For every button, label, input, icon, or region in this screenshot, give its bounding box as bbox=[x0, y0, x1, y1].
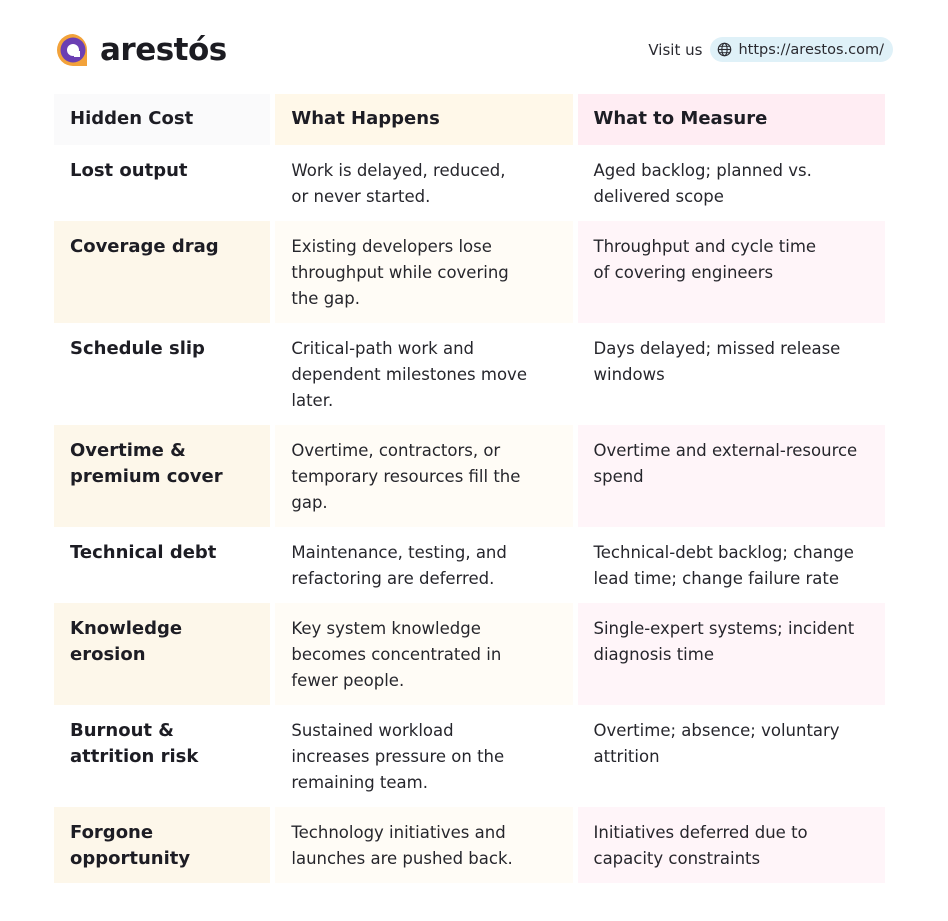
what-happens-cell: Key system knowledge becomes concentrated in fewer people. bbox=[275, 603, 572, 705]
visit-us bbox=[648, 37, 893, 62]
page-header bbox=[0, 0, 948, 95]
what-to-measure-cell: Technical-debt backlog; change lead time; change failure rate bbox=[593, 543, 854, 588]
website-link[interactable] bbox=[710, 37, 893, 62]
table-row bbox=[54, 425, 885, 527]
table-row bbox=[54, 221, 885, 323]
brand-logo[interactable] bbox=[54, 30, 227, 70]
speech-bubble-q-icon bbox=[54, 31, 92, 69]
table-row bbox=[54, 145, 885, 221]
hidden-cost-cell: Burnout & attrition risk bbox=[70, 720, 199, 767]
table-row bbox=[54, 323, 885, 425]
header-what-happens: What Happens bbox=[275, 94, 572, 145]
hidden-cost-cell: Technical debt bbox=[70, 542, 217, 563]
hidden-cost-cell: Schedule slip bbox=[70, 338, 205, 359]
what-to-measure-cell: Days delayed; missed release windows bbox=[593, 339, 841, 384]
what-happens-cell: Sustained workload increases pressure on the remaining team. bbox=[291, 721, 505, 792]
what-happens-cell: Existing developers lose throughput while covering the gap. bbox=[275, 221, 572, 323]
table-row bbox=[54, 705, 885, 807]
what-happens-cell: Work is delayed, reduced, or never started. bbox=[291, 161, 506, 206]
globe-icon bbox=[717, 42, 732, 57]
hidden-costs-table bbox=[49, 94, 890, 883]
what-to-measure-cell: Single-expert systems; incident diagnosis time bbox=[578, 603, 886, 705]
hidden-cost-cell: Overtime & premium cover bbox=[54, 425, 270, 527]
brand-name: arestós bbox=[100, 32, 227, 68]
what-happens-cell: Overtime, contractors, or temporary resources fill the gap. bbox=[275, 425, 572, 527]
what-to-measure-cell: Aged backlog; planned vs. delivered scope bbox=[593, 161, 812, 206]
hidden-cost-cell: Knowledge erosion bbox=[54, 603, 270, 705]
table-row bbox=[54, 527, 885, 603]
what-happens-cell: Maintenance, testing, and refactoring are deferred. bbox=[291, 543, 507, 588]
what-to-measure-cell: Overtime and external-resource spend bbox=[578, 425, 886, 527]
hidden-cost-cell: Lost output bbox=[70, 160, 188, 181]
what-to-measure-cell: Initiatives deferred due to capacity constraints bbox=[578, 807, 886, 883]
header-what-to-measure: What to Measure bbox=[578, 94, 886, 145]
visit-label: Visit us bbox=[648, 40, 703, 59]
hidden-cost-cell: Coverage drag bbox=[54, 221, 270, 323]
website-url[interactable]: https://arestos.com/ bbox=[738, 41, 884, 58]
what-to-measure-cell: Throughput and cycle time of covering engineers bbox=[578, 221, 886, 323]
what-happens-cell: Critical-path work and dependent milestones move later. bbox=[291, 339, 527, 410]
header-hidden-cost: Hidden Cost bbox=[54, 94, 270, 145]
table-row bbox=[54, 807, 885, 883]
what-happens-cell: Technology initiatives and launches are pushed back. bbox=[275, 807, 572, 883]
table-header-row bbox=[54, 94, 885, 145]
hidden-cost-cell: Forgone opportunity bbox=[54, 807, 270, 883]
what-to-measure-cell: Overtime; absence; voluntary attrition bbox=[593, 721, 840, 766]
table-row bbox=[54, 603, 885, 705]
